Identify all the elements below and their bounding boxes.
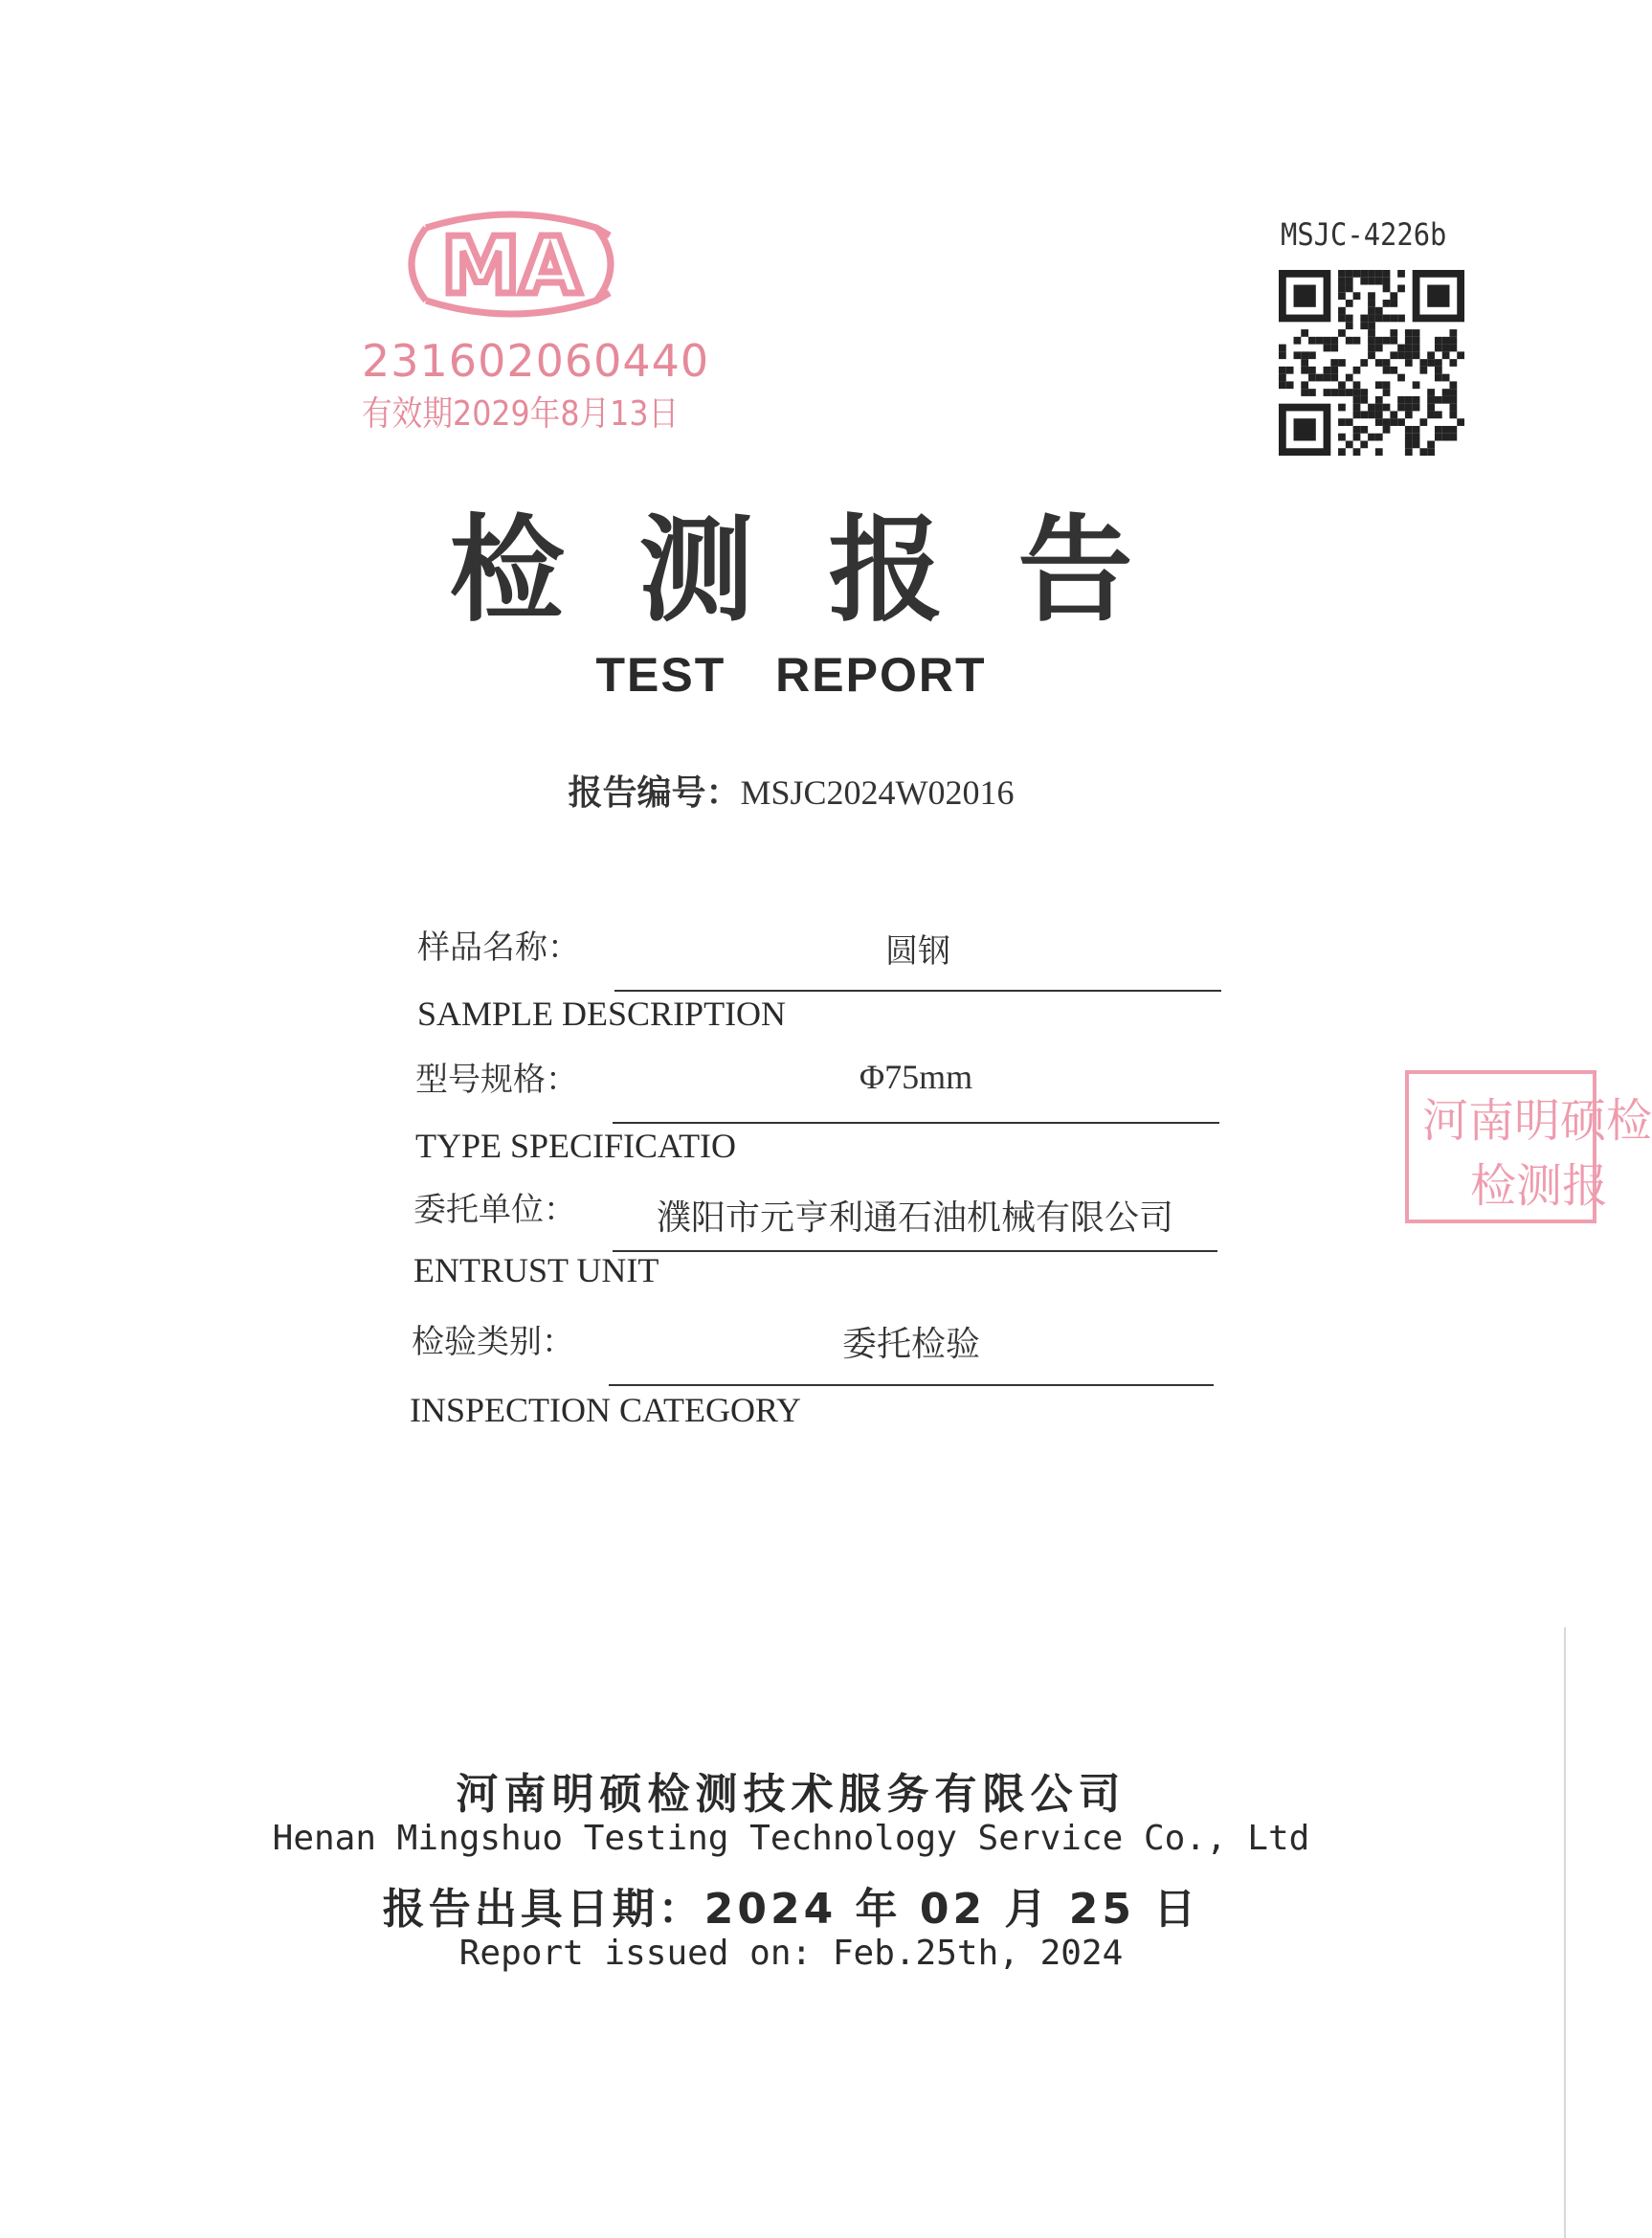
sample-name-underline (614, 990, 1221, 992)
report-number-value: MSJC2024W02016 (740, 773, 1015, 812)
inspection-category-value: 委托检验 (841, 1325, 980, 1364)
issue-date-cn: 报告出具日期：2024 年 02 月 25 日 (382, 1885, 1200, 1934)
type-spec-label: 型号规格： (415, 1061, 578, 1099)
issue-date-en: Report issued on: Feb.25th, 2024 (458, 1934, 1124, 1973)
entrust-unit-value: 濮阳市元亨利通石油机械有限公司 (656, 1198, 1173, 1238)
report-number-label: 报告编号： (568, 773, 741, 813)
company-name-en: Henan Mingshuo Testing Technology Service Co., Ltd (272, 1819, 1310, 1858)
inspection-category-underline (609, 1384, 1214, 1386)
report-title-cn: 检测报告 (449, 503, 1208, 638)
seal-text-line1: 河南明硕检 (1422, 1094, 1652, 1148)
scan-edge-shadow (1564, 1627, 1566, 2238)
type-spec-underline (613, 1122, 1219, 1124)
report-number (0, 766, 1582, 815)
ma-certificate-number: 231602060440 (362, 335, 710, 387)
qr-code-icon (1279, 270, 1464, 456)
report-title-en: TEST REPORT (595, 648, 987, 702)
ma-seal-logo (388, 209, 635, 320)
company-seal-stamp (1405, 1070, 1652, 1223)
inspection-category-label-cn: 检验类别： (412, 1323, 574, 1361)
seal-text-line2: 检测报 (1470, 1159, 1609, 1213)
entrust-unit-label-en: ENTRUST UNIT (413, 1251, 659, 1289)
sample-name-value: 圆钢 (885, 932, 950, 971)
type-spec-value: Φ75mm (859, 1058, 973, 1096)
entrust-unit-label-cn: 委托单位： (413, 1191, 576, 1229)
type-specification-label: TYPE SPECIFICATIO (415, 1127, 737, 1165)
company-name-cn: 河南明硕检测技术服务有限公司 (456, 1770, 1127, 1819)
entrust-unit-underline (613, 1250, 1217, 1252)
sample-name-label: 样品名称： (417, 929, 580, 967)
ma-validity-date: 有效期2029年8月13日 (362, 394, 680, 434)
ma-logo-text: MA (441, 221, 581, 312)
inspection-category-label-en: INSPECTION CATEGORY (410, 1391, 802, 1429)
sample-description-label: SAMPLE DESCRIPTION (417, 995, 787, 1033)
document-code: MSJC-4226b (1281, 216, 1447, 253)
